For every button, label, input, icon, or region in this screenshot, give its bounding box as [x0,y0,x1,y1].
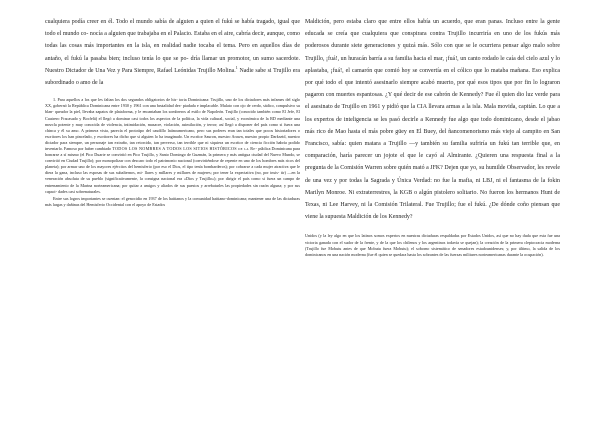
text-line: algo que todo dominicano, desde el jabao más rico de Mao [305,116,560,135]
footnote-line: tan extraño, tan retorcido, tan perverso, tan terrible que ni siquiera un escritor [107,139,243,145]
footnote-line: nación moderna (fue él quien se quedara hasta los sobrantes de las fuerzas [339,251,462,257]
footnote-line: todavía se quejan); la creación de la primera cleptocracia moderna (Trujillo fue [305,239,560,251]
footnote-line: Fracasado y Bocfelá) el llegó a dominar casi todos los aspectos de la política, la [61,115,200,121]
footnote-line: muy conocida de violencia, intimidación, masacre, violación, asimilación, y [75,121,206,127]
text-line: aplastaba, ¡fuá!, el camarón que comió hoy se convertía en el [305,67,456,74]
footnote-line: sus puestos y arrebatarles las propiedades sin razón alguna; y por sus capaci- [45,182,300,194]
footnote-line: dades casi sobrenaturales. [58,188,101,194]
footnote-line: hemisferio (por eso el Dios, el tipo tenía bombarderos); por cobrarse a cada [134,164,263,170]
footnote-line: vida cultural, social, y económica de la RD mediante una mezcla potente y [45,115,300,127]
footnote-line: militares norteamericanas durante la ocupación). [463,251,544,257]
footnote-line: toria Dominicana: Trujillo, uno de los dictadores más infames del siglo XX, [45,97,300,109]
text-line: expertos de inteligencia se les pasó decirle a Kennedy fue [314,116,457,123]
text-line: creía que cualquiera que conspirara contra Trujillo incurriría [335,31,492,38]
footnote-line: Mobutu antes de que Mobutu fuera Mobutu); el soborno sistemático de [328,245,456,251]
left-body-paragraph [45,16,300,89]
text-line: llevara armas a la isla. Mala movida, capitán. Lo que a los [305,104,561,123]
text-line: KGB o algún pistolero solitario. No fueron los hermanos [399,189,539,196]
footnote-line: más largas y dañinas del Hemisferio Occidental con el apoyo de Estados [45,201,166,207]
text-line: en uno de los fukús más poderosos durante siete generaciones [305,31,560,50]
footnote-line: mujer atractiva que le diera la gana, incluso las esposas de sus subalternos, mi- [45,164,300,176]
footnote-line: gobernó la República Dominicana entre 1930 y 1961 con una brutalidad des- [53,103,182,109]
footnote-line: senadores estadounidenses; y, por último, la salida de los dominicanos en una [305,245,560,257]
footnote-line: 1. Para aquellos a los que les faltan los dos segundos obligatorios de his- [53,97,178,103]
text-line: qué decir de ese cabrón de Kennedy? Fue él quien dio luz [393,92,534,99]
footnote-paragraph [305,233,560,257]
right-body-paragraph [305,16,560,223]
right-page [305,16,560,258]
text-line: sobre Trujillo, ¡fuá!, un huracán barría a su familia hacia el [305,43,560,62]
footnote-line: Pico Trujillo, y Santo Domingo de Guzmán, la primera y más antigua ciudad [132,152,263,158]
text-line: hasta el más pobre güey en El Buey, del ñancomenorismo [347,128,490,135]
text-line: intentó asesinarlo siempre acabó muerto, por qué esos tipos [355,80,502,87]
footnote-line: nacional era «Dios y Trujillo»); por dirigir el país como si fuera un campo de [161,176,300,182]
footnote-line: piadada e implacable. Mulato con ojo de cerdo, sádico, compulsivo su blan- [45,103,300,115]
footnote-paragraph [45,97,300,195]
footnote-paragraph [45,196,300,208]
text-line: de antaño, el fukú la pasaba bien; incluso tenía lo que se po- [45,43,301,62]
text-line: y quizá más. Sólo con que se le ocurriera pensar algo malo [397,43,545,50]
text-line: cólico que lo mataba mañana. Eso explica por qué todo el que [305,67,560,87]
footnote-marker: 1 [235,64,238,70]
footnote-line: de ciencia ficción habría podido inventarlo. Famoso por haber cambiado [45,139,300,151]
left-footnote [45,97,300,208]
text-line: supuesta Maldición de los Kennedy? [325,214,413,221]
footnote-line: haitianos y la comunidad haitiano-dominicana; mantener una de las dictaduras [168,195,300,201]
text-line: Hunt de Texas, ni Lee Harvey, ni la Comisión Trilateral. Fue [305,189,560,209]
footnote-line: descaro todo el patrimonio nacional (convirtiéndose de repente en uno de los [131,158,262,164]
left-page [45,16,300,208]
footnote-line: del Nuevo Mundo, se convirtió en Ciudad Trujillo); por monopolizar con [45,152,300,164]
text-line: mar, ¡fuá!, un canto rodado le caía del cielo azul y lo [433,55,561,62]
footnote-line: Entre sus logros importantes se cuentan: el genocidio en 1937 de los [53,195,168,201]
footnote-line: tir) —en la veneración absoluta de su pueblo (significativamente, la consigna [45,170,300,182]
text-line: Nadie sabe si Trujillo era subordinado o amo de la [45,67,301,87]
text-line: Trujillo —y también su familia sufriría un fukú tan terrible [388,141,539,148]
text-line: quien el fukú se había tragado, igual que todo el mundo co- [45,19,300,38]
text-line: Sagrada y Única Verdad: no fue la mafia, ni LBJ, ni el [370,177,508,184]
footnote-line: y escritores ha dicho que si alguien lo ha imaginado. Un escritor Sauron, nuestro [93,133,231,139]
footnote-line: llares y millares y millares de mujeres; por tener la expectativa (no, por insis- [144,170,280,176]
footnote-line: ganada con el sudor de la frente, y de la que los chilenos y los argentinos [319,239,446,245]
footnote-line: respaldadas por Estados Unidos, así que no hay duda que esta fue una victoria [305,233,560,245]
footnote-line: TODOS LOS NOMBRES A TODOS LOS SITIOS HISTÓRICOS de la Re- [112,145,258,151]
text-line: Comisión Warren sobre quién mató a JFK? Dejen que yo, su [340,165,485,172]
text-line: más viejo al campito en San Francisco, sabía: quien matara a [305,128,560,148]
text-line: que por fin lo lograron pagaron con muertes espantosas. ¿Y [305,80,560,99]
footnote-line: entrenamiento de la Marina norteamericana; por quitar a amigos y aliados de [45,182,179,188]
text-line: Maldición, pero estaba claro que entre ellos había un [305,19,440,25]
text-line: humilde Observador, les revele de una vez y por todas la [305,165,561,184]
text-line: nocía a alguien que trabajaba en el Palacio. Estaba en el aire, [89,31,235,38]
footnote-line: poderes eran tan totales que pocos historiadores o escritores los han pincelado, [45,127,300,139]
text-line: de Una Vez y Para Siempre, Rafael Leónidas Trujillo Molina. [87,67,236,74]
text-line: verde para el asesinato de Trujillo en 1961 y pidió que la CIA [305,92,560,111]
text-line: cualquiera podía creer en él. Todo el mundo sabía de alguien a [45,19,199,25]
footnote-line: terror; así llegó a disponer del país como si fuera una chinca y él su amo. A [45,121,300,133]
footnote-line: estilo de Napoleón. Trujillo (conocido también como El Jefe, El Cuatrero [45,109,300,121]
footnote-line: Arawn, nuestro propio Darkseid, nuestro dictador para siempre, un personaje [45,133,300,145]
text-line: cabría decir, aunque, como todas las cosas más importantes en [45,31,300,50]
text-line: la isla, en realidad nadie tocaba el tema. Pero en aquellos días [134,43,292,50]
right-footnote [305,233,560,257]
footnote-line: queador la piel, llevaba zapatos de plataforma, y le encantaban los sombreros al [54,109,191,115]
footnote-line: primera vista, parecía el prototipo del caudillo latinoamericano, pero sus [85,127,212,133]
footnote-line: Unidos (y la ley algo en que los latinos somos expertos en nuestras dictaduras [305,233,439,239]
text-line: dría llamar un promotor, un sumo sacerdote. Nuestro Dictador [45,55,300,74]
footnote-line: pública Dominicana para honrarse a sí mismo (el Pico Duarte se convirtió en [45,145,300,158]
text-line: fantasma de la fokin Marilyn Monroe. Ni extraterrestres, la [305,177,560,196]
text-line: acuerdo, que eran panas. Incluso entre la gente educada se [305,19,560,38]
text-line: Almirante. ¿Quieren una respuesta final a la pregunta de la [305,153,560,172]
text-line: Trujillo; fue el fukú. ¿De dónde coño piensan que viene la [305,202,561,221]
footnote-line: hombres más ricos del planeta); por armar uno de los mayores ejércitos del [45,158,300,170]
text-line: que, en comparación, haría parecer un jojote el que le cayó al [305,141,560,160]
